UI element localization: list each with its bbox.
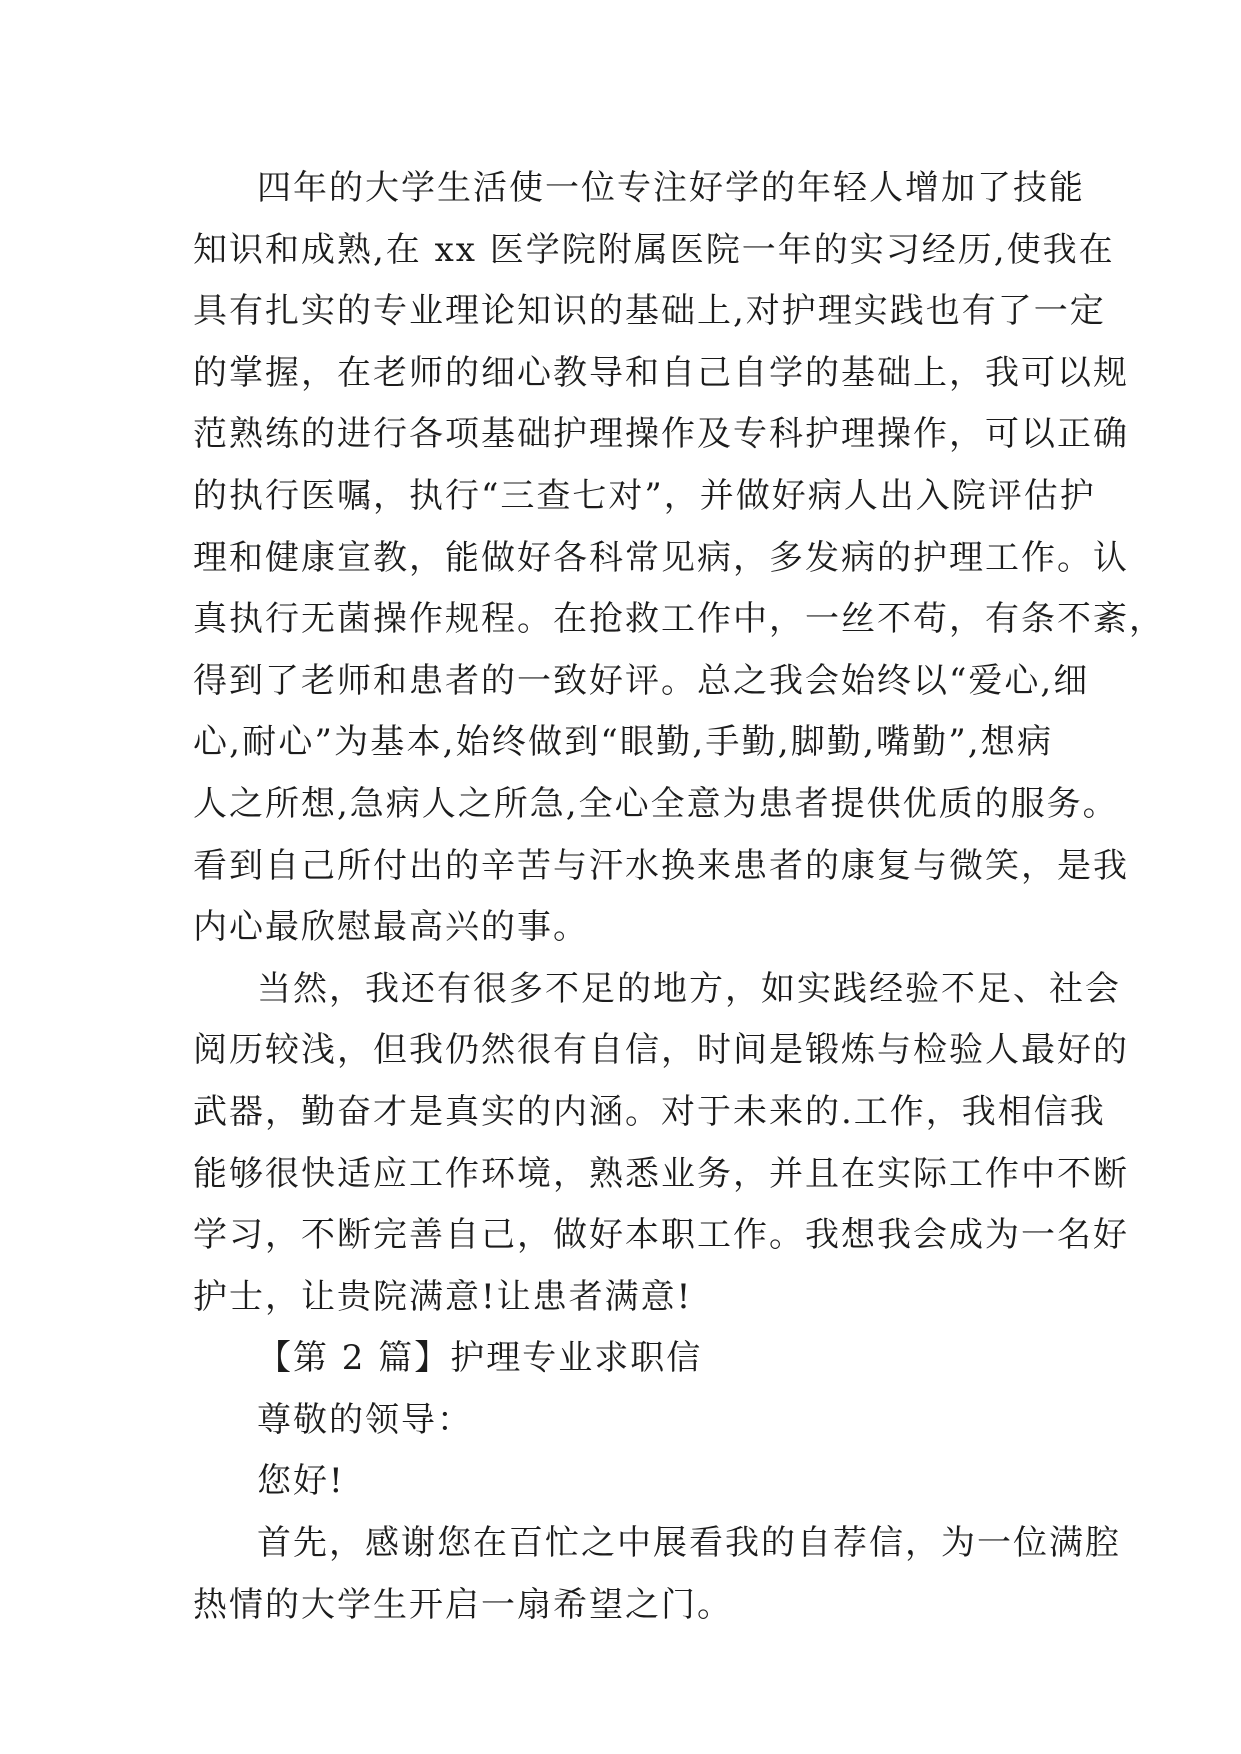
paragraph-1-line-12: 看到自己所付出的辛苦与汗水换来患者的康复与微笑，是我 (193, 845, 1129, 886)
paragraph-2-line-1: 当然，我还有很多不足的地方，如实践经验不足、社会 (257, 968, 1121, 1009)
paragraph-3-line-2: 热情的大学生开启一扇希望之门。 (193, 1584, 733, 1625)
paragraph-1-line-6: 的执行医嘱，执行“三查七对”，并做好病人出入院评估护 (193, 475, 1096, 516)
paragraph-2-line-3: 武器，勤奋才是真实的内涵。对于未来的.工作，我相信我 (193, 1091, 1106, 1132)
paragraph-1-line-5: 范熟练的进行各项基础护理操作及专科护理操作，可以正确 (193, 414, 1129, 455)
paragraph-1-line-1: 四年的大学生活使一位专注好学的年轻人增加了技能 (257, 168, 1085, 208)
greeting: 您好! (257, 1461, 345, 1502)
paragraph-1-line-4: 的掌握，在老师的细心教导和自己自学的基础上，我可以规 (193, 352, 1129, 393)
paragraph-3-line-1: 首先，感谢您在百忙之中展看我的自荐信，为一位满腔 (257, 1523, 1121, 1564)
paragraph-1-line-9: 得到了老师和患者的一致好评。总之我会始终以“爱心,细 (193, 660, 1090, 701)
paragraph-2-line-4: 能够很快适应工作环境，熟悉业务，并且在实际工作中不断 (193, 1153, 1129, 1194)
section-heading: 【第 2 篇】护理专业求职信 (257, 1338, 703, 1379)
paragraph-1-line-8: 真执行无菌操作规程。在抢救工作中，一丝不苟，有条不紊， (193, 599, 1165, 640)
paragraph-2-line-5: 学习，不断完善自己，做好本职工作。我想我会成为一名好 (193, 1215, 1129, 1256)
salutation: 尊敬的领导： (257, 1399, 473, 1440)
paragraph-2-line-2: 阅历较浅，但我仍然很有自信，时间是锻炼与检验人最好的 (193, 1030, 1129, 1071)
paragraph-2-line-6: 护士，让贵院满意!让患者满意! (193, 1276, 693, 1317)
paragraph-1-line-3: 具有扎实的专业理论知识的基础上,对护理实践也有了一定 (193, 291, 1106, 332)
paragraph-1-line-11: 人之所想,急病人之所急,全心全意为患者提供优质的服务。 (193, 783, 1119, 824)
paragraph-1-line-7: 理和健康宣教，能做好各科常见病，多发病的护理工作。认 (193, 537, 1129, 578)
document-body (193, 158, 1165, 1636)
paragraph-1-line-10: 心,耐心”为基本,始终做到“眼勤,手勤,脚勤,嘴勤”,想病 (193, 722, 1053, 763)
paragraph-1-line-13: 内心最欣慰最高兴的事。 (193, 907, 589, 948)
paragraph-1-line-2: 知识和成熟,在 xx 医学院附属医院一年的实习经历,使我在 (193, 229, 1115, 270)
